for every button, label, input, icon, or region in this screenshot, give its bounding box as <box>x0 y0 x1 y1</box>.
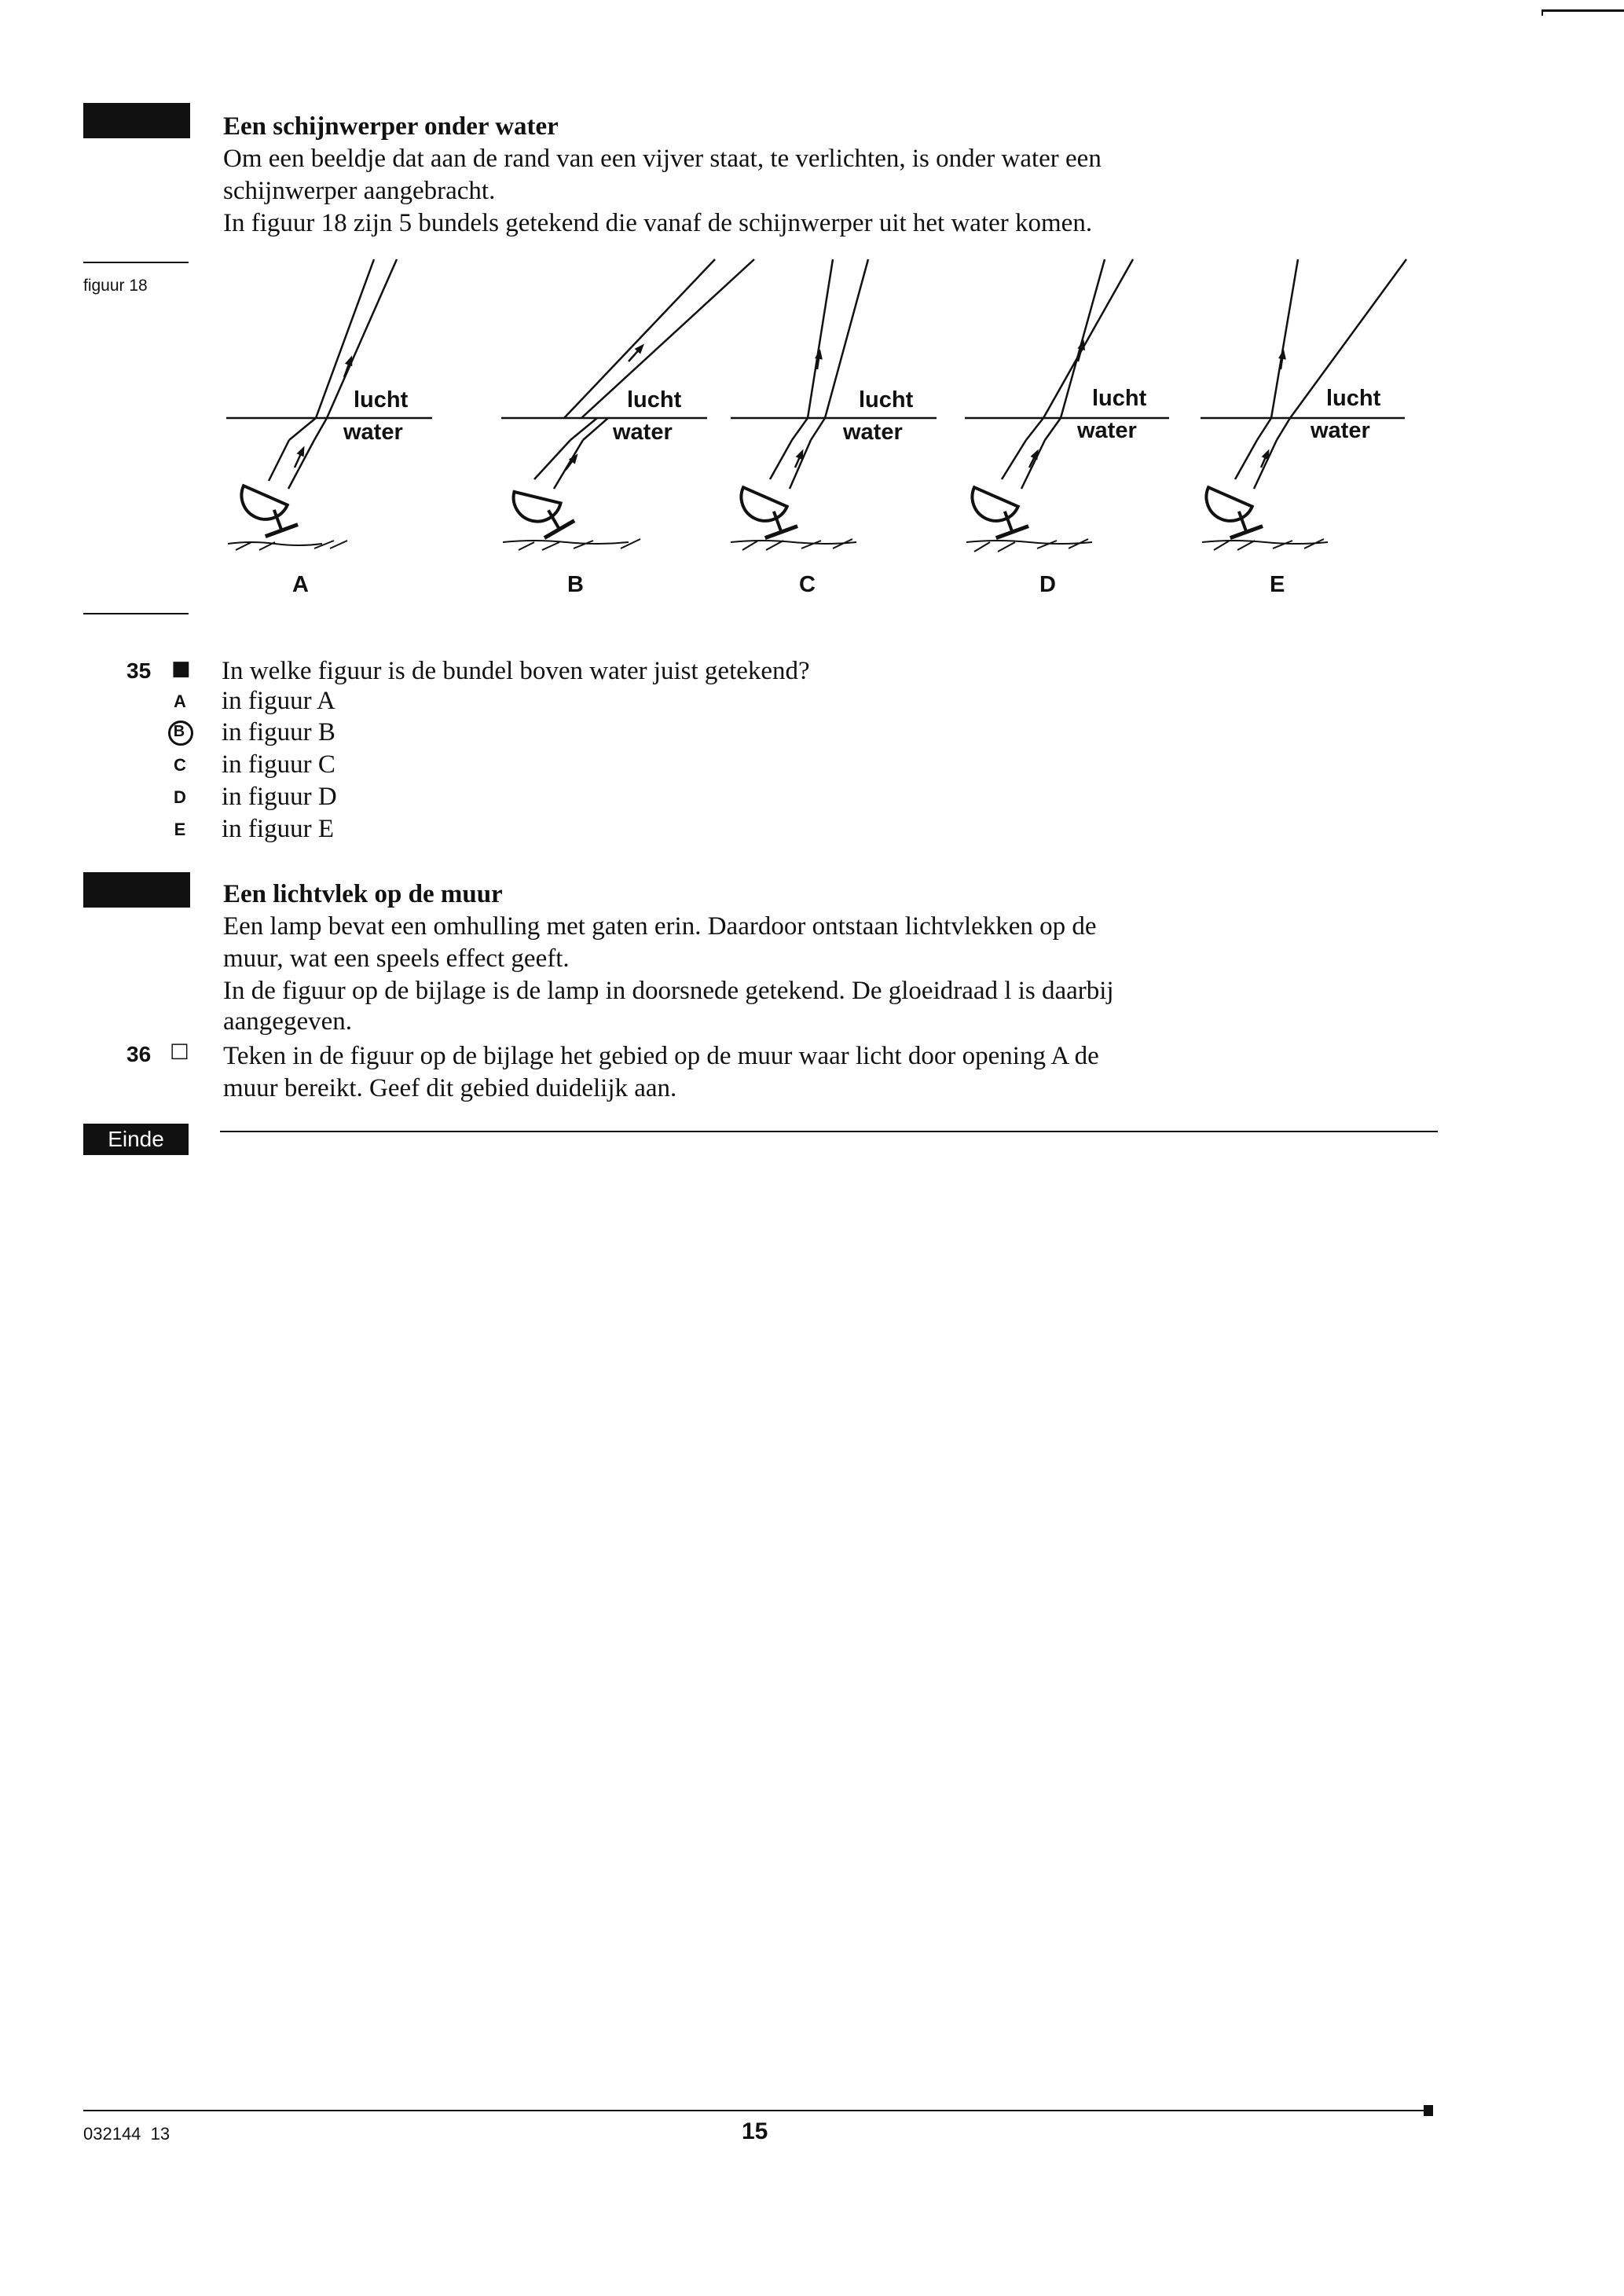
question-35-text: In welke figuur is de bundel boven water juist getekend? <box>222 657 810 685</box>
corner-mark-tick <box>1542 9 1543 16</box>
option-b-letter: B <box>173 723 185 740</box>
section-2-marker-block <box>83 872 190 908</box>
option-e-letter: E <box>174 820 186 839</box>
question-36-number: 36 <box>126 1042 152 1066</box>
question-36-marker: □ <box>170 1039 189 1062</box>
option-a-text: in figuur A <box>222 687 335 715</box>
panel-d-air-label: lucht <box>1092 386 1147 411</box>
panel-a-water-label: water <box>343 420 403 445</box>
end-label: Einde <box>83 1124 189 1155</box>
page-number: 15 <box>742 2118 768 2144</box>
panel-a-letter: A <box>292 572 309 597</box>
question-36-line-1: Teken in de figuur op de bijlage het gebied op de muur waar licht door opening A de <box>223 1042 1099 1070</box>
section-2-line-2: muur, wat een speels effect geeft. <box>223 944 570 973</box>
panel-d-letter: D <box>1039 572 1056 597</box>
section-line-1: Om een beeldje dat aan de rand van een vijver staat, te verlichten, is onder water een <box>223 145 1102 173</box>
option-d-letter: D <box>174 787 186 807</box>
section-marker-block <box>83 103 190 138</box>
panel-b-air-label: lucht <box>627 387 682 413</box>
option-e-text: in figuur E <box>222 815 334 843</box>
question-36-line-2: muur bereikt. Geef dit gebied duidelijk aan. <box>223 1074 677 1102</box>
panel-b-letter: B <box>567 572 584 597</box>
question-35-number: 35 <box>126 658 152 683</box>
figure-label-rule-bottom <box>83 613 189 614</box>
option-c-letter: C <box>174 755 186 775</box>
footer-rule <box>83 2110 1433 2111</box>
option-d-text: in figuur D <box>222 783 337 811</box>
section-2-line-1: Een lamp bevat een omhulling met gaten erin. Daardoor ontstaan lichtvlekken op de <box>223 912 1097 941</box>
panel-b-water-label: water <box>613 420 673 445</box>
section-line-3: In figuur 18 zijn 5 bundels getekend die vanaf de schijnwerper uit het water komen. <box>223 209 1093 237</box>
panel-a-air-label: lucht <box>354 387 409 413</box>
section-2-title: Een lichtvlek op de muur <box>223 880 503 908</box>
option-a-letter: A <box>174 691 186 711</box>
panel-e-water-label: water <box>1311 418 1370 443</box>
section-line-2: schijnwerper aangebracht. <box>223 177 496 205</box>
option-c-text: in figuur C <box>222 750 335 779</box>
end-rule <box>220 1131 1438 1132</box>
panel-e-letter: E <box>1270 572 1285 597</box>
question-35-marker: ■ <box>171 657 191 680</box>
figure-label-rule-top <box>83 262 189 263</box>
section-2-line-3: In de figuur op de bijlage is de lamp in doorsnede getekend. De gloeidraad l is daarbij <box>223 977 1114 1005</box>
panel-c-water-label: water <box>843 420 903 445</box>
panel-c-air-label: lucht <box>859 387 914 413</box>
section-2-line-4: aangegeven. <box>223 1007 352 1036</box>
panel-e-air-label: lucht <box>1326 386 1381 411</box>
section-title: Een schijnwerper onder water <box>223 112 559 141</box>
panel-c-letter: C <box>799 572 816 597</box>
footer-code: 032144 13 <box>83 2124 170 2144</box>
option-b-text: in figuur B <box>222 718 335 746</box>
footer-rule-end-mark <box>1424 2105 1433 2116</box>
corner-mark <box>1542 9 1624 12</box>
figure-label: figuur 18 <box>83 277 148 295</box>
panel-d-water-label: water <box>1077 418 1137 443</box>
